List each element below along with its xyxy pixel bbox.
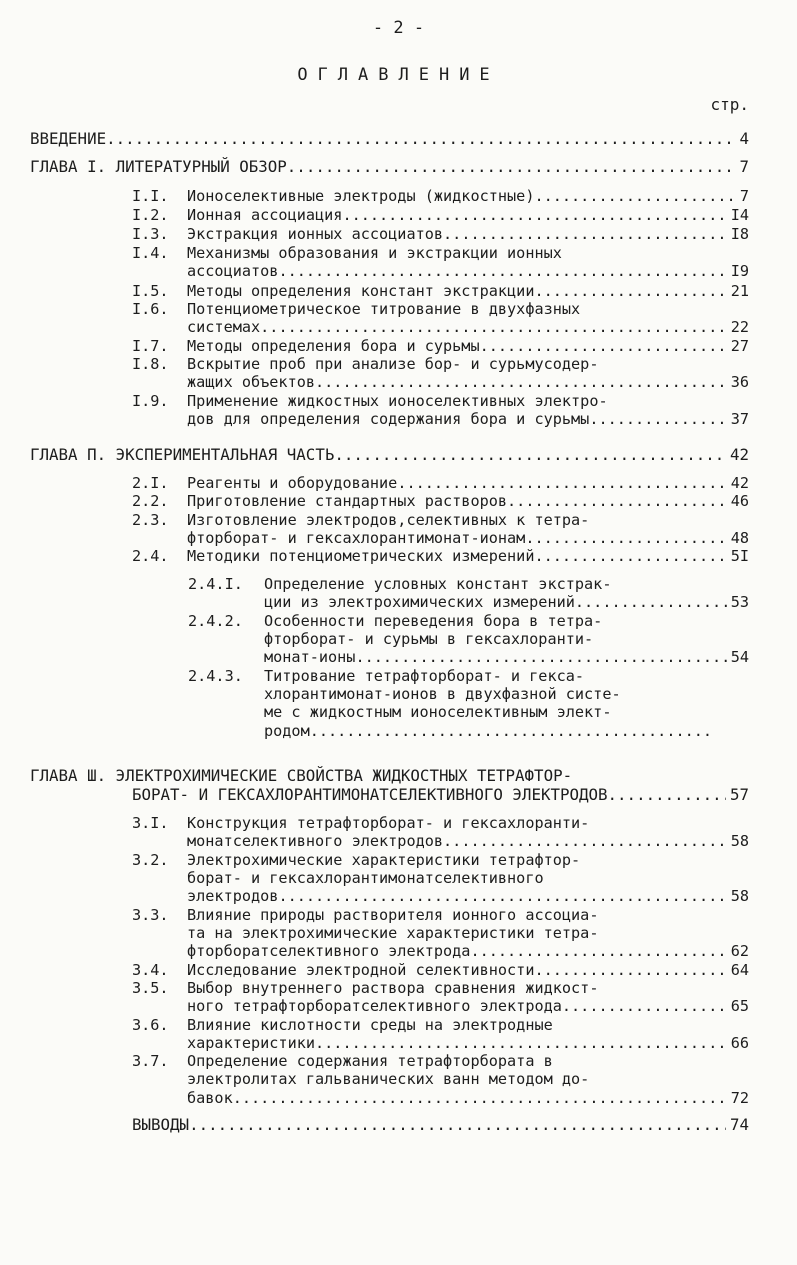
toc-section-number: 3.3. — [132, 906, 169, 924]
toc-section-number: I.3. — [132, 225, 169, 243]
toc-entry-section-3-2-line2: борат- и гексахлорантимонатселективного — [187, 869, 544, 887]
toc-entry-section-2-2: Приготовление стандартных растворов ..... 46 — [187, 492, 749, 510]
toc-entry-section-3-3-line1: Влияние природы растворителя ионного ассоциа- — [187, 906, 599, 924]
toc-entry-section-1-4-line1: Механизмы образования и экстракции ионных — [187, 244, 562, 262]
toc-entry-section-1-9-line1: Применение жидкостных ионоселективных электро- — [187, 392, 608, 410]
toc-entry-chapter-3-line1: ГЛАВА Ш. ЭЛЕКТРОХИМИЧЕСКИЕ СВОЙСТВА ЖИДКОСТНЫХ ТЕТРАФТОР- — [30, 766, 573, 785]
toc-subsection-number: 2.4.I. — [188, 575, 243, 593]
toc-entry-section-1-5: Методы определения констант экстракции ..... 21 — [187, 282, 749, 300]
toc-page-number: 7 — [739, 157, 749, 176]
toc-entry-section-1-7: Методы определения бора и сурьмы ..... 27 — [187, 337, 749, 355]
toc-entry-section-3-6-line1: Влияние кислотности среды на электродные — [187, 1016, 553, 1034]
toc-section-number: I.5. — [132, 282, 169, 300]
page-column-label: стр. — [710, 95, 749, 114]
toc-entry-section-2-4-1-line1: Определение условных констант экстрак- — [264, 575, 612, 593]
toc-section-number: 3.5. — [132, 979, 169, 997]
toc-entry-section-1-1: Ионоселективные электроды (жидкостные) ..... 7 — [187, 187, 749, 205]
toc-entry-section-3-2: электродов ..... 58 — [187, 887, 749, 905]
toc-entry-section-2-4-2-line1: Особенности переведения бора в тетра- — [264, 612, 603, 630]
toc-entry-section-3-7-line1: Определение содержания тетрафторбората в — [187, 1052, 553, 1070]
toc-entry-section-3-6: характеристики ..... 66 — [187, 1034, 749, 1052]
toc-page-number: 74 — [729, 1115, 749, 1134]
toc-entry-chapter-3: БОРАТ- И ГЕКСАХЛОРАНТИМОНАТСЕЛЕКТИВНОГО ЭЛЕКТРОДОВ. ..... 57 — [132, 786, 749, 804]
toc-section-number: 2.2. — [132, 492, 169, 510]
toc-section-number: I.8. — [132, 355, 169, 373]
toc-section-number: I.6. — [132, 300, 169, 318]
toc-entry-section-1-4: ассоциатов ..... I9 — [187, 262, 749, 280]
toc-entry-section-2-4-3: родом ..... — [264, 722, 715, 740]
toc-section-number: I.7. — [132, 337, 169, 355]
toc-section-number: 2.3. — [132, 511, 169, 529]
toc-section-number: I.9. — [132, 392, 169, 410]
page-title: ОГЛАВЛЕНИЕ — [297, 65, 500, 85]
toc-entry-section-2-4-1: ции из электрохимических измерений ..... 53 — [264, 593, 749, 611]
toc-section-number: 3.2. — [132, 851, 169, 869]
toc-section-number: 3.6. — [132, 1016, 169, 1034]
toc-entry-conclusions: ВЫВОДЫ ..... 74 — [132, 1116, 749, 1134]
toc-section-number: I.I. — [132, 187, 169, 205]
toc-entry-section-1-2: Ионная ассоциация ..... I4 — [187, 206, 749, 224]
toc-entry-section-3-3: фторборатселективного электрода ..... 62 — [187, 942, 749, 960]
toc-entry-section-3-2-line1: Электрохимические характеристики тетрафтор- — [187, 851, 581, 869]
toc-entry-section-3-4: Исследование электродной селективности ..... 64 — [187, 961, 749, 979]
toc-section-number: 3.4. — [132, 961, 169, 979]
toc-entry-section-2-1: Реагенты и оборудование ..... 42 — [187, 474, 749, 492]
toc-entry-section-1-8-line1: Вскрытие проб при анализе бор- и сурьмусодер- — [187, 355, 599, 373]
toc-section-number: 2.I. — [132, 474, 169, 492]
toc-section-number: 3.7. — [132, 1052, 169, 1070]
toc-subsection-number: 2.4.3. — [188, 667, 243, 685]
toc-entry-section-1-9: дов для определения содержания бора и сурьмы ..... 37 — [187, 410, 749, 428]
toc-section-number: I.2. — [132, 206, 169, 224]
toc-entry-section-2-4-3-line3: ме с жидкостным ионоселективным элект- — [264, 703, 612, 721]
toc-entry-section-3-1-line1: Конструкция тетрафторборат- и гексахлоранти- — [187, 814, 590, 832]
toc-page-number: 42 — [729, 445, 749, 464]
toc-entry-section-2-4-3-line2: хлорантимонат-ионов в двухфазной систе- — [264, 685, 621, 703]
toc-entry-section-1-6: системах ..... 22 — [187, 318, 749, 336]
toc-entry-section-2-4-2: монат-ионы ..... 54 — [264, 648, 749, 666]
toc-entry-section-1-3: Экстракция ионных ассоциатов ..... I8 — [187, 225, 749, 243]
toc-entry-section-3-3-line2: та на электрохимические характеристики тетра- — [187, 924, 599, 942]
toc-entry-introduction: ВВЕДЕНИЕ ..... 4 — [30, 130, 749, 148]
toc-section-number: I.4. — [132, 244, 169, 262]
page-number: - 2 - — [372, 18, 425, 38]
toc-entry-section-2-4-2-line2: фторборат- и сурьмы в гексахлоранти- — [264, 630, 594, 648]
toc-entry-section-3-1: монатселективного электродов ..... 58 — [187, 832, 749, 850]
toc-entry-section-2-3: фторборат- и гексахлорантимонат-ионам ..... 48 — [187, 529, 749, 547]
toc-entry-section-2-4: Методики потенциометрических измерений ..... 5I — [187, 547, 749, 565]
toc-entry-section-2-3-line1: Изготовление электродов,селективных к тетра- — [187, 511, 590, 529]
toc-entry-section-3-5: ного тетрафторборатселективного электрода ..... 65 — [187, 997, 749, 1015]
toc-section-number: 3.I. — [132, 814, 169, 832]
toc-entry-section-2-4-3-line1: Титрование тетрафторборат- и гекса- — [264, 667, 585, 685]
toc-page-number: 4 — [739, 129, 749, 148]
toc-entry-chapter-1: ГЛАВА I. ЛИТЕРАТУРНЫЙ ОБЗОР ..... 7 — [30, 158, 749, 176]
toc-entry-section-1-6-line1: Потенциометрическое титрование в двухфазных — [187, 300, 581, 318]
toc-entry-section-3-7: бавок ..... 72 — [187, 1089, 749, 1107]
toc-page-number: 57 — [729, 785, 749, 804]
toc-entry-chapter-2: ГЛАВА П. ЭКСПЕРИМЕНТАЛЬНАЯ ЧАСТЬ ..... 42 — [30, 446, 749, 464]
toc-entry-section-1-8: жащих объектов ..... 36 — [187, 373, 749, 391]
toc-section-number: 2.4. — [132, 547, 169, 565]
toc-entry-section-3-5-line1: Выбор внутреннего раствора сравнения жидкост- — [187, 979, 599, 997]
toc-entry-section-3-7-line2: электролитах гальванических ванн методом до- — [187, 1070, 590, 1088]
toc-subsection-number: 2.4.2. — [188, 612, 243, 630]
